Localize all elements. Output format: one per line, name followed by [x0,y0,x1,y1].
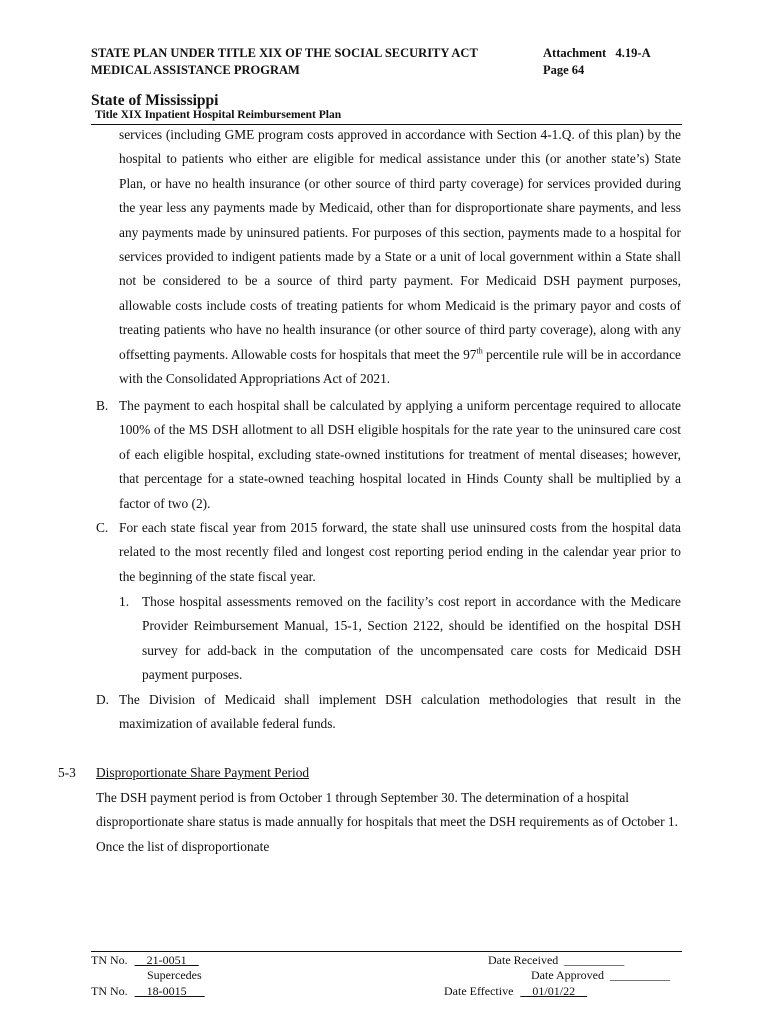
item-b-marker: B. [96,398,109,413]
date-received: Date Received __________ [488,953,625,967]
item-c1-marker: 1. [119,594,130,609]
tn-label: TN No. [91,953,128,967]
continuation-text: services (including GME program costs approved in accordance with Section 4-1.Q. of this plan) by the hospital to patients who either are eligible for medical assistance under this (or another state’s) State Plan, or have no health insurance (or other source of third party coverage) for services provided during the year less any payments made by Medicaid, other than for disproportionate share payments, and less any payments made by uninsured patients. For purposes of this section, payments made to a hospital for services provided to indigent patients made by a State or a unit of local government within a State shall not be considered to be a source of third party payment. For Medicaid DSH payment purposes, allowable costs include costs of treating patients for whom Medicaid is the primary payor and costs of treating patients who have no health insurance (or other source of third party coverage), along with any offsetting payments. Allowable costs for hospitals that meet the 97 [119,127,681,362]
superscript-th: th [476,346,483,356]
tn-value: __21-0051__ [134,953,199,967]
page-number: Page 64 [543,63,585,77]
item-b-text: The payment to each hospital shall be calculated by applying a uniform percentage required to allocate 100% of the MS DSH allotment to all DSH eligible hospitals for the rate year to the uninsured care cost of each eligible hospital, excluding state-owned institutions for treatment of mental diseases; however, that percentage for a state-owned teaching hospital located in Hinds County shall be multiplied by a factor of two (2). [119,398,681,511]
footer-rule [91,951,682,952]
plan-title-line2: MEDICAL ASSISTANCE PROGRAM [91,63,300,77]
attachment-block [543,45,651,79]
date-effective [444,984,587,1000]
date-effective-label: Date Effective [444,984,514,998]
date-effective-value: __01/01/22__ [520,984,588,998]
plan-title [91,45,478,79]
item-c-marker: C. [96,520,109,535]
item-c1-text: Those hospital assessments removed on the facility’s cost report in accordance with the Medicare Provider Reimbursement Manual, 15-1, Section 2122, should be identified on the hospital DSH survey for add-back in the computation of the uncompensated care costs for Medicaid DSH payment purposes. [142,594,681,683]
tn2-label: TN No. [91,984,128,998]
footer-tn2 [91,984,205,1000]
section-heading: Disproportionate Share Payment Period [96,765,310,780]
section-number: 5-3 [58,765,76,780]
item-d-marker: D. [96,692,110,707]
attachment-label: Attachment 4.19-A [543,46,651,60]
continuation-text-end: percentile rule will be in accordance with the Consolidated Appropriations Act of 2021. [119,346,681,387]
state-name: State of Mississippi [91,92,219,109]
plan-title-line1: STATE PLAN UNDER TITLE XIX OF THE SOCIAL SECURITY ACT [91,46,478,60]
supercedes-label: Supercedes [147,968,202,982]
item-d-text: The Division of Medicaid shall implement DSH calculation methodologies that result in the maximization of available federal funds. [119,692,681,732]
date-approved: Date Approved __________ [531,968,670,982]
item-c-text: For each state fiscal year from 2015 forward, the state shall use uninsured costs from the hospital data related to the most recently filed and longest cost reporting period ending in the calendar year prior to the beginning of the state fiscal year. [119,520,681,584]
tn2-value: __18-0015___ [134,984,205,998]
plan-subtitle: Title XIX Inpatient Hospital Reimbursement Plan [95,109,342,121]
continuation-paragraph [119,123,681,391]
section-body: The DSH payment period is from October 1 through September 30. The determination of a hospital disproportionate share status is made annually for hospitals that meet the DSH requirements as of October 1. Once the list of disproportionate [96,790,678,854]
footer-tn [91,953,199,969]
